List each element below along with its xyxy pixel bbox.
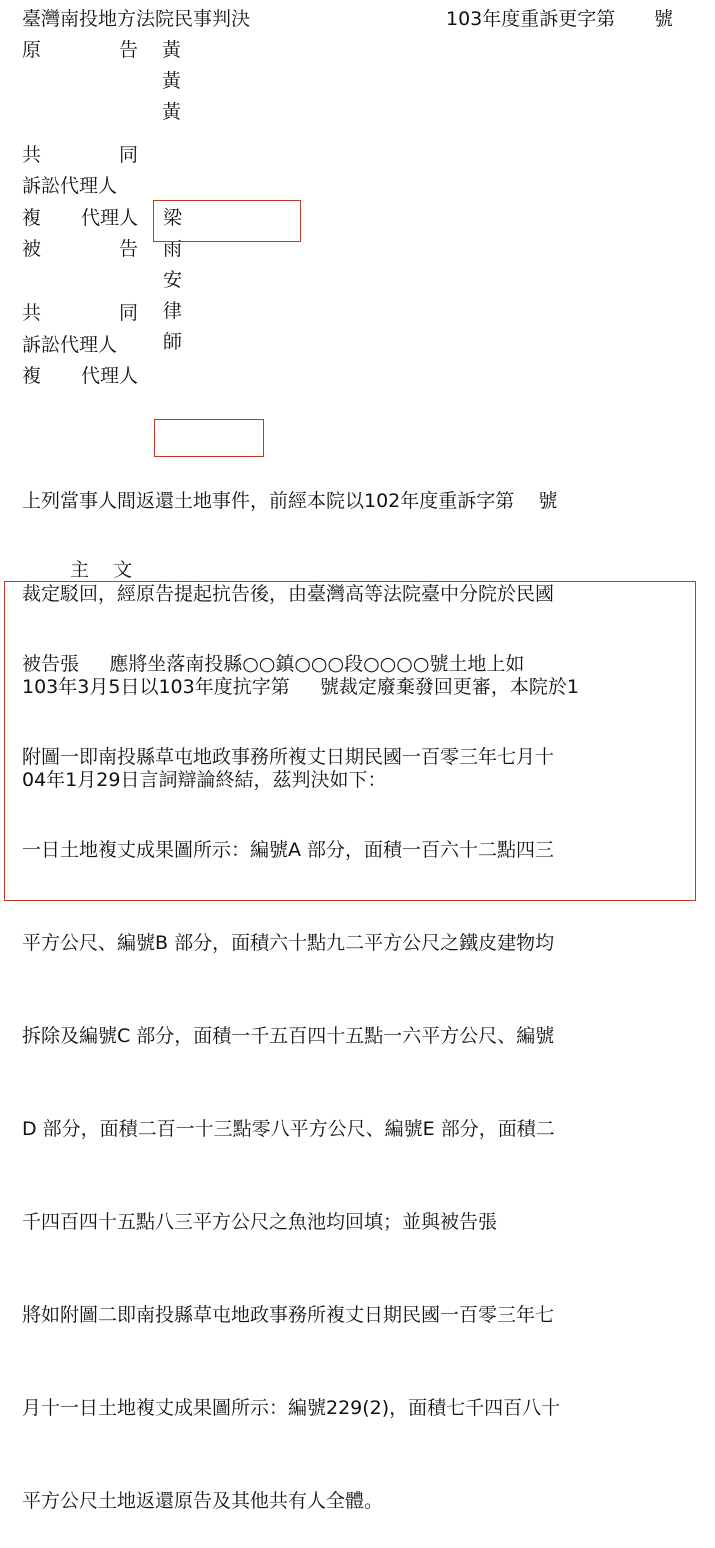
plaintiff-name-1: 黃 <box>162 39 182 61</box>
sub-agent-label: 複 代理人 <box>22 207 138 229</box>
main-line: 附圖一即南投縣草屯地政事務所複丈日期民國一百零三年七月十 <box>22 746 555 768</box>
court-title: 臺灣南投地方法院民事判決 <box>22 8 251 30</box>
case-number-suffix: 號 <box>654 8 674 30</box>
defendant-label: 被 告 <box>22 238 138 260</box>
plaintiff-label: 原 告 <box>22 39 138 61</box>
agent-label-2: 訴訟代理人 <box>22 334 118 356</box>
main-line: 千四百四十五點八三平方公尺之魚池均回填；並與被告張 <box>22 1211 498 1233</box>
joint-label-2: 共 同 <box>22 302 138 324</box>
main-line: 平方公尺土地返還原告及其他共有人全體。 <box>22 1490 384 1512</box>
sub-agent-label-2: 複 代理人 <box>22 365 138 387</box>
case-number: 103年度重訴更字第 <box>446 8 616 30</box>
intro-line: 裁定駁回，經原告提起抗告後，由臺灣高等法院臺中分院於民國 <box>22 583 555 605</box>
intro-line: 04年1月29日言詞辯論終結，茲判決如下： <box>22 769 387 791</box>
intro-line: 上列當事人間返還土地事件，前經本院以102年度重訴字第 號 <box>22 490 558 512</box>
plaintiff-name-3: 黃 <box>162 101 182 123</box>
main-text <box>22 587 560 1548</box>
joint-label: 共 同 <box>22 144 138 166</box>
main-line: D 部分，面積二百一十三點零八平方公尺、編號E 部分，面積二 <box>22 1118 555 1140</box>
main-line: 平方公尺、編號B 部分，面積六十點九二平方公尺之鐵皮建物均 <box>22 932 555 954</box>
sub-agent-name: 梁雨安律師 <box>163 207 183 353</box>
main-line: 拆除及編號C 部分，面積一千五百四十五點一六平方公尺、編號 <box>22 1025 555 1047</box>
main-line: 一日土地複丈成果圖所示：編號A 部分，面積一百六十二點四三 <box>22 839 555 861</box>
main-line: 將如附圖二即南投縣草屯地政事務所複丈日期民國一百零三年七 <box>22 1304 555 1326</box>
main-line: 月十一日土地複丈成果圖所示：編號229(2)，面積七千四百八十 <box>22 1397 561 1419</box>
main-line: 被告張 應將坐落南投縣○○鎮○○○段○○○○號土地上如 <box>22 653 525 675</box>
main-heading: 主 文 <box>70 559 133 581</box>
agent-label: 訴訟代理人 <box>22 175 118 197</box>
intro-line: 103年3月5日以103年度抗字第 號裁定廢棄發回更審，本院於1 <box>22 676 579 698</box>
plaintiff-name-2: 黃 <box>162 70 182 92</box>
